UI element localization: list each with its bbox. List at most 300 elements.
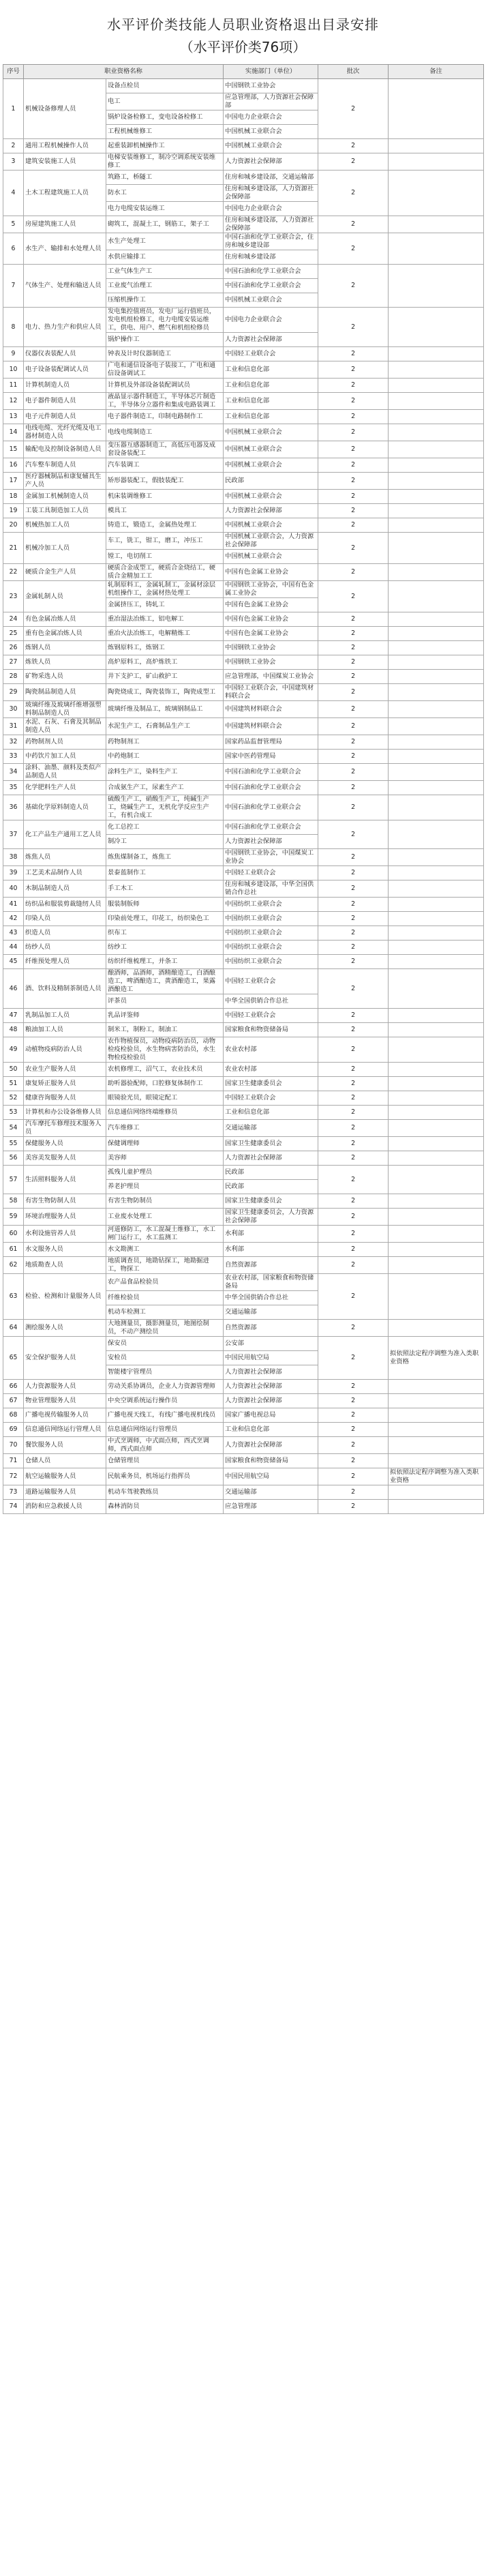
- department-cell: 公安部: [224, 1337, 318, 1351]
- remark-cell: 拟依照法定程序调整为准入类职业资格: [389, 1337, 484, 1380]
- remark-cell: [389, 1485, 484, 1500]
- group-cell: 计算机制造人员: [24, 379, 106, 393]
- table-row: [3, 171, 484, 185]
- group-cell: 气体生产、处理和输送人员: [24, 265, 106, 308]
- department-cell: 中国民用航空局: [224, 1351, 318, 1365]
- occupation-cell: 模具工: [106, 504, 224, 518]
- department-cell: 中国机械工业联合会: [224, 125, 318, 139]
- remark-cell: [389, 955, 484, 969]
- department-cell: 中国轻工业联合会: [224, 1009, 318, 1023]
- batch-cell: 2: [318, 1423, 389, 1437]
- seq-cell: 53: [3, 1106, 24, 1120]
- occupation-cell: 变压器互感器制造工，高低压电器及成套设备装配工: [106, 441, 224, 458]
- occupation-cell: 起重装卸机械操作工: [106, 139, 224, 153]
- remark-cell: [389, 612, 484, 627]
- batch-cell: 2: [318, 1063, 389, 1077]
- group-cell: 保健服务人员: [24, 1137, 106, 1151]
- department-cell: 中国轻工业联合会: [224, 347, 318, 361]
- remark-cell: [389, 473, 484, 490]
- group-cell: 安全保护服务人员: [24, 1337, 106, 1380]
- occupation-cell: 保健调理师: [106, 1137, 224, 1151]
- occupation-cell: 涂料生产工，染料生产工: [106, 764, 224, 781]
- group-cell: 粮油加工人员: [24, 1023, 106, 1037]
- batch-cell: 2: [318, 504, 389, 518]
- occupation-cell: 智能楼宇管理员: [106, 1365, 224, 1380]
- group-cell: 健康咨询服务人员: [24, 1091, 106, 1106]
- group-cell: 纺织品和服装剪裁缝纫人员: [24, 898, 106, 912]
- remark-cell: [389, 216, 484, 233]
- occupation-cell: 玻璃纤维及制品工，玻璃钢制品工: [106, 701, 224, 718]
- remark-cell: [389, 1257, 484, 1274]
- remark-cell: [389, 518, 484, 533]
- batch-cell: 2: [318, 795, 389, 820]
- seq-cell: 1: [3, 79, 24, 139]
- seq-cell: 25: [3, 627, 24, 641]
- table-row: [3, 1394, 484, 1408]
- table-row: [3, 866, 484, 880]
- group-cell: 电子元件制造人员: [24, 410, 106, 424]
- table-row: [3, 490, 484, 504]
- remark-cell: [389, 701, 484, 718]
- department-cell: 中国机械工业联合会: [224, 139, 318, 153]
- remark-cell: [389, 581, 484, 612]
- department-cell: 国家卫生健康委员会，人力资源社会保障部: [224, 1209, 318, 1226]
- department-cell: 农业农村部: [224, 1037, 318, 1063]
- occupation-cell: 化工总控工: [106, 820, 224, 835]
- occupation-cell: 中药炮制工: [106, 750, 224, 764]
- table-row: [3, 1257, 484, 1274]
- table-row: [3, 79, 484, 93]
- batch-cell: 2: [318, 1120, 389, 1137]
- department-cell: 人力资源社会保障部: [224, 1380, 318, 1394]
- table-row: [3, 820, 484, 835]
- occupation-cell: 大地测量员，摄影测量员，地图绘制员，不动产测绘员: [106, 1320, 224, 1337]
- batch-cell: 2: [318, 153, 389, 171]
- department-cell: 中华全国供销合作总社: [224, 994, 318, 1009]
- seq-cell: 72: [3, 1468, 24, 1485]
- table-row: [3, 1120, 484, 1137]
- occupation-cell: 服装制版师: [106, 898, 224, 912]
- remark-cell: [389, 764, 484, 781]
- seq-cell: 49: [3, 1037, 24, 1063]
- remark-cell: [389, 1423, 484, 1437]
- table-row: [3, 139, 484, 153]
- remark-cell: [389, 233, 484, 265]
- occupation-cell: 设备点检员: [106, 79, 224, 93]
- group-cell: 通用工程机械操作人员: [24, 139, 106, 153]
- occupation-cell: 水供应输排工: [106, 250, 224, 265]
- department-cell: 中国有色金属工业协会: [224, 627, 318, 641]
- batch-cell: 2: [318, 1091, 389, 1106]
- seq-cell: 22: [3, 564, 24, 581]
- seq-cell: 67: [3, 1394, 24, 1408]
- occupation-cell: 制米工，制粉工，制油工: [106, 1023, 224, 1037]
- table-row: [3, 1226, 484, 1243]
- seq-cell: 71: [3, 1454, 24, 1468]
- occupation-cell: 陶瓷烧成工，陶瓷装饰工，陶瓷成型工: [106, 684, 224, 701]
- table-row: [3, 1423, 484, 1437]
- table-row: [3, 473, 484, 490]
- department-cell: 人力资源社会保障部: [224, 504, 318, 518]
- batch-cell: 2: [318, 1243, 389, 1257]
- department-cell: 国家卫生健康委员会: [224, 1194, 318, 1209]
- table-row: [3, 1209, 484, 1226]
- table-row: [3, 1023, 484, 1037]
- seq-cell: 55: [3, 1137, 24, 1151]
- batch-cell: 2: [318, 490, 389, 504]
- remark-cell: [389, 424, 484, 441]
- department-cell: 中国轻工业联合会: [224, 866, 318, 880]
- table-row: [3, 441, 484, 458]
- table-row: [3, 627, 484, 641]
- seq-cell: 50: [3, 1063, 24, 1077]
- table-row: [3, 1009, 484, 1023]
- seq-cell: 5: [3, 216, 24, 233]
- seq-cell: 19: [3, 504, 24, 518]
- seq-cell: 45: [3, 955, 24, 969]
- seq-cell: 2: [3, 139, 24, 153]
- batch-cell: 2: [318, 670, 389, 684]
- occupation-cell: 眼镜验光员，眼镜定配工: [106, 1091, 224, 1106]
- remark-cell: [389, 655, 484, 670]
- department-cell: 中国纺织工业联合会: [224, 912, 318, 926]
- department-cell: 中国机械工业联合会: [224, 550, 318, 564]
- group-cell: 金属轧制人员: [24, 581, 106, 612]
- seq-cell: 74: [3, 1500, 24, 1514]
- group-cell: 电线电缆、光纤光缆及电工器材制造人员: [24, 424, 106, 441]
- occupation-cell: 纤维检验员: [106, 1291, 224, 1305]
- department-cell: 中国机械工业联合会: [224, 293, 318, 308]
- table-row: [3, 612, 484, 627]
- table-row: [3, 424, 484, 441]
- department-cell: 中国机械工业联合会: [224, 518, 318, 533]
- department-cell: 工业和信息化部: [224, 1106, 318, 1120]
- table-row: [3, 795, 484, 820]
- batch-cell: 2: [318, 655, 389, 670]
- occupation-cell: 汽车维修工: [106, 1120, 224, 1137]
- department-cell: 农业农村部，国家粮食和物资储备局: [224, 1274, 318, 1291]
- group-cell: 工艺美术品制作人员: [24, 866, 106, 880]
- seq-cell: 29: [3, 684, 24, 701]
- remark-cell: [389, 1209, 484, 1226]
- batch-cell: 2: [318, 1166, 389, 1194]
- table-row: [3, 655, 484, 670]
- occupation-cell: 工业废水处理工: [106, 1209, 224, 1226]
- group-cell: 水文服务人员: [24, 1243, 106, 1257]
- seq-cell: 52: [3, 1091, 24, 1106]
- table-row: [3, 701, 484, 718]
- occupation-cell: 铸造工，锻造工，金属热处理工: [106, 518, 224, 533]
- department-cell: 工业和信息化部: [224, 361, 318, 379]
- batch-cell: 2: [318, 1500, 389, 1514]
- department-cell: 人力资源社会保障部: [224, 1394, 318, 1408]
- occupation-cell: 信息通信网络终端维修员: [106, 1106, 224, 1120]
- group-cell: 电子设备装配调试人员: [24, 361, 106, 379]
- remark-cell: [389, 361, 484, 379]
- seq-cell: 13: [3, 410, 24, 424]
- occupation-cell: 森林消防员: [106, 1500, 224, 1514]
- remark-cell: [389, 153, 484, 171]
- table-row: [3, 153, 484, 171]
- occupation-table: [3, 64, 484, 1514]
- table-row: [3, 1337, 484, 1351]
- batch-cell: 2: [318, 781, 389, 795]
- table-row: [3, 849, 484, 866]
- remark-cell: [389, 735, 484, 750]
- department-cell: 中国钢铁工业协会，中国有色金属工业协会: [224, 581, 318, 598]
- group-cell: 化工产品生产通用工艺人员: [24, 820, 106, 849]
- seq-cell: 21: [3, 533, 24, 564]
- group-cell: 金属加工机械制造人员: [24, 490, 106, 504]
- group-cell: 水利设施管养人员: [24, 1226, 106, 1243]
- group-cell: 印染人员: [24, 912, 106, 926]
- occupation-cell: 广播电视天线工，有线广播电视机线员: [106, 1408, 224, 1423]
- batch-cell: 2: [318, 79, 389, 139]
- group-cell: 炼钢人员: [24, 641, 106, 655]
- seq-cell: 68: [3, 1408, 24, 1423]
- table-row: [3, 1454, 484, 1468]
- table-row: [3, 969, 484, 994]
- seq-cell: 48: [3, 1023, 24, 1037]
- remark-cell: [389, 308, 484, 347]
- occupation-cell: 合成氨生产工，尿素生产工: [106, 781, 224, 795]
- department-cell: 国家卫生健康委员会: [224, 1137, 318, 1151]
- batch-cell: 2: [318, 458, 389, 473]
- table-body: [3, 79, 484, 1514]
- remark-cell: [389, 564, 484, 581]
- seq-cell: 15: [3, 441, 24, 458]
- seq-cell: 54: [3, 1120, 24, 1137]
- table-row: [3, 581, 484, 598]
- occupation-cell: 农机修理工，沼气工，农业技术员: [106, 1063, 224, 1077]
- seq-cell: 57: [3, 1166, 24, 1194]
- seq-cell: 40: [3, 880, 24, 898]
- seq-cell: 44: [3, 941, 24, 955]
- remark-cell: [389, 139, 484, 153]
- occupation-cell: 筑路工，桥隧工: [106, 171, 224, 185]
- remark-cell: [389, 684, 484, 701]
- department-cell: 国家卫生健康委员会: [224, 1077, 318, 1091]
- group-cell: 生活照料服务人员: [24, 1166, 106, 1194]
- department-cell: 中国钢铁工业协会: [224, 641, 318, 655]
- batch-cell: 2: [318, 912, 389, 926]
- batch-cell: 2: [318, 424, 389, 441]
- table-row: [3, 410, 484, 424]
- table-row: [3, 1194, 484, 1209]
- remark-cell: [389, 898, 484, 912]
- table-row: [3, 1037, 484, 1063]
- group-cell: 纺纱人员: [24, 941, 106, 955]
- occupation-cell: 农产品食品检验员: [106, 1274, 224, 1291]
- seq-cell: 34: [3, 764, 24, 781]
- group-cell: 计算机和办公设备维修人员: [24, 1106, 106, 1120]
- group-cell: 康复矫正服务人员: [24, 1077, 106, 1091]
- remark-cell: [389, 941, 484, 955]
- table-row: [3, 941, 484, 955]
- batch-cell: 2: [318, 216, 389, 233]
- group-cell: 汽车整车制造人员: [24, 458, 106, 473]
- batch-cell: 2: [318, 1151, 389, 1166]
- seq-cell: 39: [3, 866, 24, 880]
- occupation-cell: 机动车驾驶教练员: [106, 1485, 224, 1500]
- table-row: [3, 393, 484, 410]
- occupation-cell: 井下支护工，矿山救护工: [106, 670, 224, 684]
- seq-cell: 38: [3, 849, 24, 866]
- remark-cell: [389, 880, 484, 898]
- department-cell: 中华全国供销合作总社: [224, 1291, 318, 1305]
- occupation-cell: 有害生物防制员: [106, 1194, 224, 1209]
- group-cell: 陶瓷制品制造人员: [24, 684, 106, 701]
- department-cell: 应急管理部: [224, 1500, 318, 1514]
- table-row: [3, 379, 484, 393]
- table-row: [3, 564, 484, 581]
- group-cell: 信息通信网络运行管理人员: [24, 1423, 106, 1437]
- table-row: [3, 1137, 484, 1151]
- table-row: [3, 518, 484, 533]
- seq-cell: 59: [3, 1209, 24, 1226]
- seq-cell: 61: [3, 1243, 24, 1257]
- occupation-cell: 重冶湿法冶炼工，铝电解工: [106, 612, 224, 627]
- occupation-cell: 矫形器装配工，假肢装配工: [106, 473, 224, 490]
- group-cell: 航空运输服务人员: [24, 1468, 106, 1485]
- batch-cell: 2: [318, 473, 389, 490]
- occupation-cell: 中央空调系统运行操作员: [106, 1394, 224, 1408]
- document-title: [0, 0, 486, 56]
- remark-cell: [389, 1037, 484, 1063]
- seq-cell: 36: [3, 795, 24, 820]
- batch-cell: 2: [318, 1194, 389, 1209]
- table-row: [3, 750, 484, 764]
- occupation-cell: 计算机及外部设备装配调试员: [106, 379, 224, 393]
- table-row: [3, 1151, 484, 1166]
- seq-cell: 31: [3, 718, 24, 735]
- seq-cell: 26: [3, 641, 24, 655]
- remark-cell: [389, 627, 484, 641]
- occupation-cell: 中式烹调师，中式面点师，西式烹调师，西式面点师: [106, 1437, 224, 1454]
- group-cell: 广播电视传输服务人员: [24, 1408, 106, 1423]
- seq-cell: 69: [3, 1423, 24, 1437]
- batch-cell: 2: [318, 1226, 389, 1243]
- remark-cell: [389, 849, 484, 866]
- batch-cell: 2: [318, 612, 389, 627]
- group-cell: 炼焦人员: [24, 849, 106, 866]
- remark-cell: [389, 79, 484, 139]
- batch-cell: 2: [318, 1274, 389, 1320]
- remark-cell: [389, 795, 484, 820]
- table-row: [3, 880, 484, 898]
- header-remark: 备注: [389, 65, 484, 79]
- group-cell: 中药饮片加工人员: [24, 750, 106, 764]
- department-cell: 中国机械工业联合会: [224, 490, 318, 504]
- seq-cell: 3: [3, 153, 24, 171]
- remark-cell: [389, 641, 484, 655]
- occupation-cell: 评茶员: [106, 994, 224, 1009]
- department-cell: 中国机械工业联合会: [224, 441, 318, 458]
- department-cell: 农业农村部: [224, 1063, 318, 1077]
- department-cell: 中国钢铁工业协会: [224, 79, 318, 93]
- remark-cell: [389, 393, 484, 410]
- batch-cell: 2: [318, 564, 389, 581]
- occupation-cell: 高炉原料工，高炉炼铁工: [106, 655, 224, 670]
- seq-cell: 51: [3, 1077, 24, 1091]
- table-row: [3, 735, 484, 750]
- department-cell: 中国钢铁工业协会，中国煤炭工业协会: [224, 849, 318, 866]
- batch-cell: 2: [318, 926, 389, 941]
- group-cell: 工装工具制造加工人员: [24, 504, 106, 518]
- department-cell: 交通运输部: [224, 1120, 318, 1137]
- remark-cell: [389, 379, 484, 393]
- seq-cell: 35: [3, 781, 24, 795]
- remark-cell: [389, 670, 484, 684]
- table-row: [3, 718, 484, 735]
- seq-cell: 47: [3, 1009, 24, 1023]
- batch-cell: 2: [318, 518, 389, 533]
- department-cell: 中国建筑材料联合会: [224, 701, 318, 718]
- seq-cell: 70: [3, 1437, 24, 1454]
- department-cell: 中国石油和化学工业联合会: [224, 279, 318, 293]
- group-cell: 乳制品加工人员: [24, 1009, 106, 1023]
- department-cell: 民政部: [224, 1180, 318, 1194]
- department-cell: 中国轻工业联合会: [224, 1091, 318, 1106]
- remark-cell: [389, 504, 484, 518]
- occupation-cell: 镗工，电切削工: [106, 550, 224, 564]
- occupation-cell: 电工: [106, 93, 224, 110]
- department-cell: 中国纺织工业联合会: [224, 941, 318, 955]
- table-row: [3, 684, 484, 701]
- seq-cell: 64: [3, 1320, 24, 1337]
- batch-cell: 2: [318, 866, 389, 880]
- remark-cell: [389, 1009, 484, 1023]
- department-cell: 中国有色金属工业协会: [224, 612, 318, 627]
- occupation-cell: 孤残儿童护理员: [106, 1166, 224, 1180]
- department-cell: 应急管理部，人力资源社会保障部: [224, 93, 318, 110]
- occupation-cell: 炼钢原料工，炼钢工: [106, 641, 224, 655]
- seq-cell: 8: [3, 308, 24, 347]
- occupation-cell: 液晶显示器件制造工，半导体芯片制造工，半导体分立器件和集成电路装调工: [106, 393, 224, 410]
- batch-cell: 2: [318, 1437, 389, 1454]
- remark-cell: [389, 490, 484, 504]
- group-cell: 玻璃纤维及玻璃纤维增强塑料制品制造人员: [24, 701, 106, 718]
- main-title: 水平评价类技能人员职业资格退出目录安排: [107, 16, 379, 33]
- table-row: [3, 1243, 484, 1257]
- table-row: [3, 898, 484, 912]
- table-row: [3, 1063, 484, 1077]
- occupation-cell: 工业废气治理工: [106, 279, 224, 293]
- occupation-cell: 水文勘测工: [106, 1243, 224, 1257]
- group-cell: 化学肥料生产人员: [24, 781, 106, 795]
- batch-cell: 2: [318, 347, 389, 361]
- group-cell: 动植物疫病防治人员: [24, 1037, 106, 1063]
- occupation-cell: 药物制剂工: [106, 735, 224, 750]
- seq-cell: 14: [3, 424, 24, 441]
- seq-cell: 7: [3, 265, 24, 308]
- department-cell: 中国石油和化学工业联合会: [224, 764, 318, 781]
- group-cell: 木制品制造人员: [24, 880, 106, 898]
- remark-cell: [389, 1408, 484, 1423]
- group-cell: 重有色金属冶炼人员: [24, 627, 106, 641]
- seq-cell: 66: [3, 1380, 24, 1394]
- group-cell: 农业生产服务人员: [24, 1063, 106, 1077]
- department-cell: 国家药品监督管理局: [224, 735, 318, 750]
- department-cell: 国家广播电视总局: [224, 1408, 318, 1423]
- batch-cell: 2: [318, 1380, 389, 1394]
- group-cell: 药物制剂人员: [24, 735, 106, 750]
- table-row: [3, 265, 484, 279]
- occupation-cell: 水生产处理工: [106, 233, 224, 250]
- table-row: [3, 308, 484, 333]
- occupation-cell: 织布工: [106, 926, 224, 941]
- occupation-cell: 广电和通信设备电子装接工，广电和通信设备调试工: [106, 361, 224, 379]
